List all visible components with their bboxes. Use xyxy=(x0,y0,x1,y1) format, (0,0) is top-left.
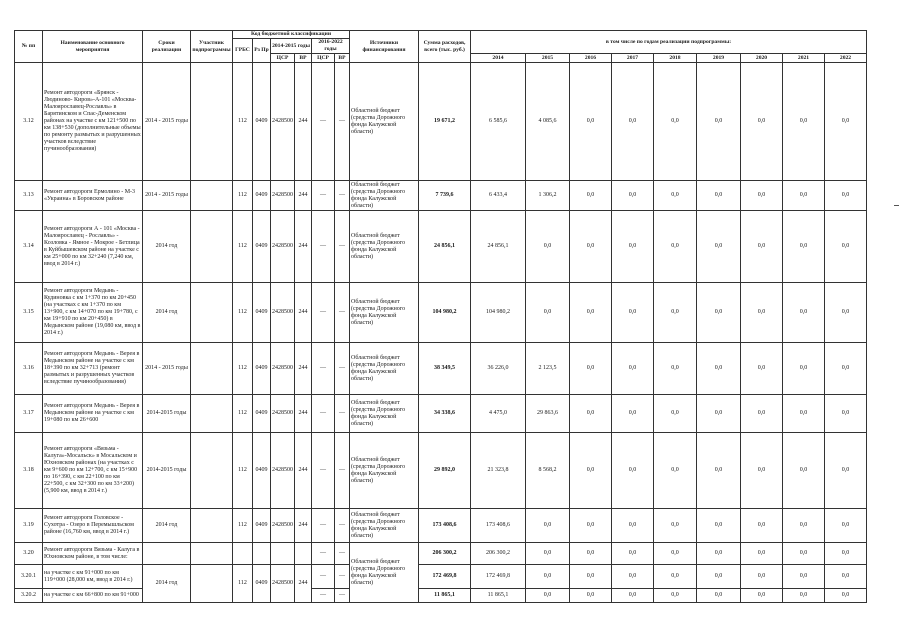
col-year: 2016 xyxy=(570,54,612,63)
row-year-value: 0,0 xyxy=(570,283,612,343)
row-vr-2: — xyxy=(335,433,350,509)
row-csr: 2428500 xyxy=(271,395,295,433)
col-year: 2019 xyxy=(697,54,741,63)
row-csr-empty xyxy=(271,543,295,565)
row-csr: 2428500 xyxy=(271,565,295,603)
col-year: 2015 xyxy=(526,54,570,63)
col-year: 2020 xyxy=(741,54,783,63)
col-source: Источники финансирования xyxy=(350,31,419,63)
row-number: 3.14 xyxy=(15,211,43,283)
row-year-value: 0,0 xyxy=(825,589,867,603)
row-year-value: 11 865,1 xyxy=(471,589,526,603)
row-grbs: 112 xyxy=(233,181,253,211)
row-name: Ремонт автодороги Медынь - Верея в Медынском районе на участке с км 18+390 по км 32+713 (ремонт размытых и разрушенных участков вследствие пучинообразования) xyxy=(43,343,143,395)
table-row xyxy=(15,433,867,509)
row-year-value: 0,0 xyxy=(741,543,783,565)
row-vr: 244 xyxy=(295,395,312,433)
row-sum: 104 980,2 xyxy=(419,283,471,343)
row-year-value: 0,0 xyxy=(526,283,570,343)
row-year-value: 0,0 xyxy=(741,181,783,211)
row-number: 3.20.2 xyxy=(15,589,43,603)
row-participant xyxy=(191,343,233,395)
row-year-value: 0,0 xyxy=(783,433,825,509)
row-source: Областной бюджет (средства Дорожного фонда Калужской области) xyxy=(350,395,419,433)
row-year-value: 0,0 xyxy=(697,543,741,565)
row-grbs: 112 xyxy=(233,63,253,181)
row-sum: 206 300,2 xyxy=(419,543,471,565)
row-year-value: 0,0 xyxy=(612,283,654,343)
table-body xyxy=(15,63,867,603)
col-vr-1: ВР xyxy=(295,54,312,63)
row-csr-2: — xyxy=(312,589,335,603)
row-name: Ремонт автодороги А - 101 «Москва - Малоярославец - Рославль» - Козловка - Ямное - Мокрое - Бетлица в Куйбышевском районе на участке с км 25+000 по км 32+240 (7,240 км, ввод в 2014 г.) xyxy=(43,211,143,283)
row-csr-2: — xyxy=(312,509,335,543)
row-year-value: 0,0 xyxy=(570,63,612,181)
row-year-value: 0,0 xyxy=(697,283,741,343)
row-number: 3.13 xyxy=(15,181,43,211)
budget-table xyxy=(14,30,867,603)
row-terms: 2014 - 2015 годы xyxy=(143,63,191,181)
row-rzpr: 0409 xyxy=(253,283,271,343)
row-participant xyxy=(191,565,233,603)
col-participants: Участник подпрограммы xyxy=(191,31,233,63)
row-year-value: 0,0 xyxy=(612,509,654,543)
row-participant xyxy=(191,395,233,433)
row-sum: 34 338,6 xyxy=(419,395,471,433)
row-sum: 29 892,0 xyxy=(419,433,471,509)
row-csr: 2428500 xyxy=(271,63,295,181)
row-number: 3.18 xyxy=(15,433,43,509)
row-grbs: 112 xyxy=(233,283,253,343)
row-source: Областной бюджет (средства Дорожного фонда Калужской области) xyxy=(350,343,419,395)
row-year-value: 0,0 xyxy=(654,395,697,433)
row-grbs: 112 xyxy=(233,395,253,433)
row-terms: 2014 год xyxy=(143,565,191,603)
row-terms: 2014 год xyxy=(143,509,191,543)
row-year-value: 0,0 xyxy=(825,181,867,211)
row-year-value: 0,0 xyxy=(741,589,783,603)
row-year-value: 0,0 xyxy=(612,543,654,565)
col-year: 2014 xyxy=(471,54,526,63)
row-participant xyxy=(191,63,233,181)
row-name: Ремонт автодороги Головское - Сухотра - Озеро в Перемышльском районе (16,760 км, ввод в 2014 г.) xyxy=(43,509,143,543)
row-year-value: 0,0 xyxy=(825,283,867,343)
row-source: Областной бюджет (средства Дорожного фонда Калужской области) xyxy=(350,509,419,543)
row-name: Ремонт автодороги Вязьма - Калуга в Юхновском районе, в том числе: xyxy=(43,543,143,565)
row-vr: 244 xyxy=(295,63,312,181)
row-name: Ремонт автодороги Ермолино - М-3 «Украина» в Боровском районе xyxy=(43,181,143,211)
row-year-value: 0,0 xyxy=(612,181,654,211)
row-sum: 11 865,1 xyxy=(419,589,471,603)
row-terms-empty xyxy=(143,543,191,565)
row-year-value: 0,0 xyxy=(612,211,654,283)
row-vr: 244 xyxy=(295,509,312,543)
row-year-value: 0,0 xyxy=(741,343,783,395)
row-year-value: 0,0 xyxy=(783,63,825,181)
row-year-value: 0,0 xyxy=(526,211,570,283)
col-vr-2: ВР xyxy=(335,54,350,63)
row-year-value: 0,0 xyxy=(697,211,741,283)
row-year-value: 0,0 xyxy=(612,395,654,433)
row-csr-2: — xyxy=(312,433,335,509)
col-year: 2018 xyxy=(654,54,697,63)
table-row xyxy=(15,509,867,543)
row-year-value: 0,0 xyxy=(612,433,654,509)
table-row xyxy=(15,543,867,565)
row-terms: 2014 год xyxy=(143,283,191,343)
table-row xyxy=(15,565,867,589)
row-year-value: 0,0 xyxy=(783,589,825,603)
table-row xyxy=(15,211,867,283)
row-year-value: 2 123,5 xyxy=(526,343,570,395)
row-year-value: 36 226,0 xyxy=(471,343,526,395)
row-grbs: 112 xyxy=(233,509,253,543)
col-year: 2017 xyxy=(612,54,654,63)
row-sum: 173 408,6 xyxy=(419,509,471,543)
row-csr-2: — xyxy=(312,181,335,211)
row-year-value: 0,0 xyxy=(526,509,570,543)
row-year-value: 0,0 xyxy=(612,589,654,603)
row-vr-2: — xyxy=(335,395,350,433)
row-number: 3.20.1 xyxy=(15,565,43,589)
row-year-value: 0,0 xyxy=(697,181,741,211)
row-year-value: 0,0 xyxy=(654,565,697,589)
row-csr: 2428500 xyxy=(271,181,295,211)
row-sum: 7 739,6 xyxy=(419,181,471,211)
row-grbs-empty xyxy=(233,543,253,565)
col-rzpr: Рз Пр xyxy=(253,39,271,63)
row-year-value: 0,0 xyxy=(783,395,825,433)
table-row xyxy=(15,589,867,603)
row-year-value: 0,0 xyxy=(741,433,783,509)
row-grbs: 112 xyxy=(233,565,253,603)
row-year-value: 0,0 xyxy=(570,211,612,283)
row-year-value: 4 475,0 xyxy=(471,395,526,433)
col-year: 2021 xyxy=(783,54,825,63)
row-rzpr: 0409 xyxy=(253,395,271,433)
row-year-value: 0,0 xyxy=(612,63,654,181)
table-row xyxy=(15,63,867,181)
row-csr-2: — xyxy=(312,543,335,565)
row-year-value: 0,0 xyxy=(526,589,570,603)
row-year-value: 0,0 xyxy=(783,543,825,565)
margin-mark xyxy=(894,205,899,206)
row-terms: 2014 - 2015 годы xyxy=(143,343,191,395)
row-vr: 244 xyxy=(295,433,312,509)
row-participant xyxy=(191,509,233,543)
row-sum: 19 671,2 xyxy=(419,63,471,181)
row-name: Ремонт автодороги «Брянск - Людиново- Киров»-А-101 «Москва-Малоярославец-Рославль» в Барятинском и Спас-Деменском районах на участке с км 121+500 по км 138+530 (дополнительные объемы по ремонту размытых и разрушенных участков вследствие пучинообразования) xyxy=(43,63,143,181)
row-number: 3.16 xyxy=(15,343,43,395)
row-year-value: 0,0 xyxy=(697,63,741,181)
row-year-value: 0,0 xyxy=(526,543,570,565)
table-row xyxy=(15,283,867,343)
row-year-value: 0,0 xyxy=(570,395,612,433)
row-year-value: 0,0 xyxy=(825,63,867,181)
row-csr-2: — xyxy=(312,565,335,589)
row-vr-2: — xyxy=(335,509,350,543)
row-number: 3.20 xyxy=(15,543,43,565)
row-csr-2: — xyxy=(312,63,335,181)
row-csr-2: — xyxy=(312,283,335,343)
row-year-value: 0,0 xyxy=(741,395,783,433)
row-year-value: 0,0 xyxy=(741,283,783,343)
row-csr-2: — xyxy=(312,395,335,433)
row-rzpr: 0409 xyxy=(253,343,271,395)
row-number: 3.15 xyxy=(15,283,43,343)
row-year-value: 0,0 xyxy=(697,343,741,395)
table-row xyxy=(15,181,867,211)
row-year-value: 0,0 xyxy=(697,565,741,589)
row-name: Ремонт автодороги Медынь - Кудиновка с км 1+370 по км 20+450 (на участках с км 1+370 по км 13+900, с км 14+070 по км 19+780, с км 19+910 по км 20+450) в Медынском районе (19,080 км, ввод в 2014 г.) xyxy=(43,283,143,343)
row-year-value: 0,0 xyxy=(612,565,654,589)
row-vr-2: — xyxy=(335,565,350,589)
row-vr: 244 xyxy=(295,211,312,283)
row-year-value: 0,0 xyxy=(783,509,825,543)
row-year-value: 173 408,6 xyxy=(471,509,526,543)
row-csr: 2428500 xyxy=(271,509,295,543)
row-source: Областной бюджет (средства Дорожного фонда Калужской области) xyxy=(350,211,419,283)
row-year-value: 172 469,8 xyxy=(471,565,526,589)
row-source: Областной бюджет (средства Дорожного фонда Калужской области) xyxy=(350,543,419,603)
row-year-value: 0,0 xyxy=(654,589,697,603)
col-csr-2: ЦСР xyxy=(312,54,335,63)
row-year-value: 0,0 xyxy=(654,543,697,565)
row-year-value: 0,0 xyxy=(654,343,697,395)
row-source: Областной бюджет (средства Дорожного фонда Калужской области) xyxy=(350,63,419,181)
row-year-value: 0,0 xyxy=(741,211,783,283)
row-year-value: 0,0 xyxy=(570,509,612,543)
row-year-value: 0,0 xyxy=(654,433,697,509)
row-csr: 2428500 xyxy=(271,211,295,283)
row-vr: 244 xyxy=(295,565,312,603)
row-rzpr: 0409 xyxy=(253,509,271,543)
row-year-value: 0,0 xyxy=(570,343,612,395)
row-year-value: 0,0 xyxy=(783,211,825,283)
row-year-value: 0,0 xyxy=(654,211,697,283)
row-year-value: 0,0 xyxy=(526,565,570,589)
row-year-value: 206 300,2 xyxy=(471,543,526,565)
row-vr-2: — xyxy=(335,63,350,181)
row-year-value: 0,0 xyxy=(570,181,612,211)
col-year: 2022 xyxy=(825,54,867,63)
row-participant xyxy=(191,283,233,343)
row-year-value: 0,0 xyxy=(783,283,825,343)
row-year-value: 21 323,8 xyxy=(471,433,526,509)
row-vr: 244 xyxy=(295,283,312,343)
row-year-value: 4 085,6 xyxy=(526,63,570,181)
row-csr: 2428500 xyxy=(271,433,295,509)
row-year-value: 0,0 xyxy=(825,433,867,509)
row-year-value: 0,0 xyxy=(825,565,867,589)
row-year-value: 0,0 xyxy=(697,395,741,433)
row-year-value: 0,0 xyxy=(825,543,867,565)
row-year-value: 1 306,2 xyxy=(526,181,570,211)
col-by-years: в том числе по годам реализации подпрограммы: xyxy=(471,31,867,54)
row-terms: 2014-2015 годы xyxy=(143,433,191,509)
row-rzpr: 0409 xyxy=(253,181,271,211)
row-year-value: 0,0 xyxy=(825,211,867,283)
row-csr: 2428500 xyxy=(271,283,295,343)
row-number: 3.19 xyxy=(15,509,43,543)
row-terms: 2014 - 2015 годы xyxy=(143,181,191,211)
row-name: на участке с км 91+000 по км 119+000 (28,000 км, ввод в 2014 г.) xyxy=(43,565,143,589)
col-budget-code: Код бюджетной классификации xyxy=(233,31,350,39)
col-2014-2015: 2014-2015 годы xyxy=(271,39,312,54)
row-year-value: 0,0 xyxy=(825,343,867,395)
row-year-value: 0,0 xyxy=(697,433,741,509)
row-year-value: 0,0 xyxy=(697,589,741,603)
row-year-value: 0,0 xyxy=(654,181,697,211)
row-vr-2: — xyxy=(335,283,350,343)
row-year-value: 0,0 xyxy=(741,509,783,543)
row-grbs: 112 xyxy=(233,211,253,283)
col-sum: Сумма расходов, всего (тыс. руб.) xyxy=(419,31,471,63)
row-rzpr: 0409 xyxy=(253,565,271,603)
row-number: 3.17 xyxy=(15,395,43,433)
row-vr-empty xyxy=(295,543,312,565)
row-year-value: 24 856,1 xyxy=(471,211,526,283)
row-rzpr-empty xyxy=(253,543,271,565)
row-name: Ремонт автодороги Медынь - Верея в Медынском районе на участке с км 19+080 по км 26+600 xyxy=(43,395,143,433)
row-rzpr: 0409 xyxy=(253,211,271,283)
row-source: Областной бюджет (средства Дорожного фонда Калужской области) xyxy=(350,283,419,343)
row-year-value: 6 433,4 xyxy=(471,181,526,211)
row-vr-2: — xyxy=(335,589,350,603)
row-csr: 2428500 xyxy=(271,343,295,395)
col-name: Наименование основного мероприятия xyxy=(43,31,143,63)
row-vr-2: — xyxy=(335,343,350,395)
col-num: № пп xyxy=(15,31,43,63)
row-year-value: 104 980,2 xyxy=(471,283,526,343)
row-participant xyxy=(191,543,233,565)
table-row xyxy=(15,343,867,395)
row-year-value: 29 863,6 xyxy=(526,395,570,433)
row-year-value: 0,0 xyxy=(654,63,697,181)
row-csr-2: — xyxy=(312,343,335,395)
row-sum: 38 349,5 xyxy=(419,343,471,395)
row-terms: 2014-2015 годы xyxy=(143,395,191,433)
row-year-value: 0,0 xyxy=(697,509,741,543)
row-year-value: 6 585,6 xyxy=(471,63,526,181)
row-csr-2: — xyxy=(312,211,335,283)
row-participant xyxy=(191,211,233,283)
row-vr-2: — xyxy=(335,543,350,565)
row-number: 3.12 xyxy=(15,63,43,181)
row-year-value: 0,0 xyxy=(741,63,783,181)
row-vr: 244 xyxy=(295,181,312,211)
row-grbs: 112 xyxy=(233,343,253,395)
row-grbs: 112 xyxy=(233,433,253,509)
row-year-value: 0,0 xyxy=(612,343,654,395)
row-vr-2: — xyxy=(335,181,350,211)
row-vr: 244 xyxy=(295,343,312,395)
row-year-value: 0,0 xyxy=(783,343,825,395)
row-year-value: 8 568,2 xyxy=(526,433,570,509)
row-year-value: 0,0 xyxy=(825,509,867,543)
row-source: Областной бюджет (средства Дорожного фонда Калужской области) xyxy=(350,181,419,211)
row-year-value: 0,0 xyxy=(654,283,697,343)
row-terms: 2014 год xyxy=(143,211,191,283)
row-year-value: 0,0 xyxy=(654,509,697,543)
row-year-value: 0,0 xyxy=(783,565,825,589)
row-year-value: 0,0 xyxy=(783,181,825,211)
row-year-value: 0,0 xyxy=(570,543,612,565)
row-year-value: 0,0 xyxy=(570,433,612,509)
col-csr-1: ЦСР xyxy=(271,54,295,63)
col-grbs: ГРБС xyxy=(233,39,253,63)
table-row xyxy=(15,395,867,433)
row-source: Областной бюджет (средства Дорожного фонда Калужской области) xyxy=(350,433,419,509)
row-year-value: 0,0 xyxy=(741,565,783,589)
row-rzpr: 0409 xyxy=(253,63,271,181)
row-name: на участке с км 66+800 по км 91+000 xyxy=(43,589,143,603)
row-rzpr: 0409 xyxy=(253,433,271,509)
col-2016-2022: 2016-2022 годы xyxy=(312,39,350,54)
row-year-value: 0,0 xyxy=(825,395,867,433)
row-sum: 24 856,1 xyxy=(419,211,471,283)
col-terms: Сроки реализации xyxy=(143,31,191,63)
row-vr-2: — xyxy=(335,211,350,283)
row-year-value: 0,0 xyxy=(570,565,612,589)
row-year-value: 0,0 xyxy=(570,589,612,603)
row-participant xyxy=(191,433,233,509)
row-participant xyxy=(191,181,233,211)
row-name: Ремонт автодороги «Вязьма - Калуга»-Мосальск» в Мосальском и Юхновском районах (на участках с км 9+600 по км 12+700, с км 15+900 по 16+390, с км 22+100 по км 22+500, с км 32+300 по км 33+200) (5,900 км, ввод в 2014 г.) xyxy=(43,433,143,509)
row-sum: 172 469,8 xyxy=(419,565,471,589)
